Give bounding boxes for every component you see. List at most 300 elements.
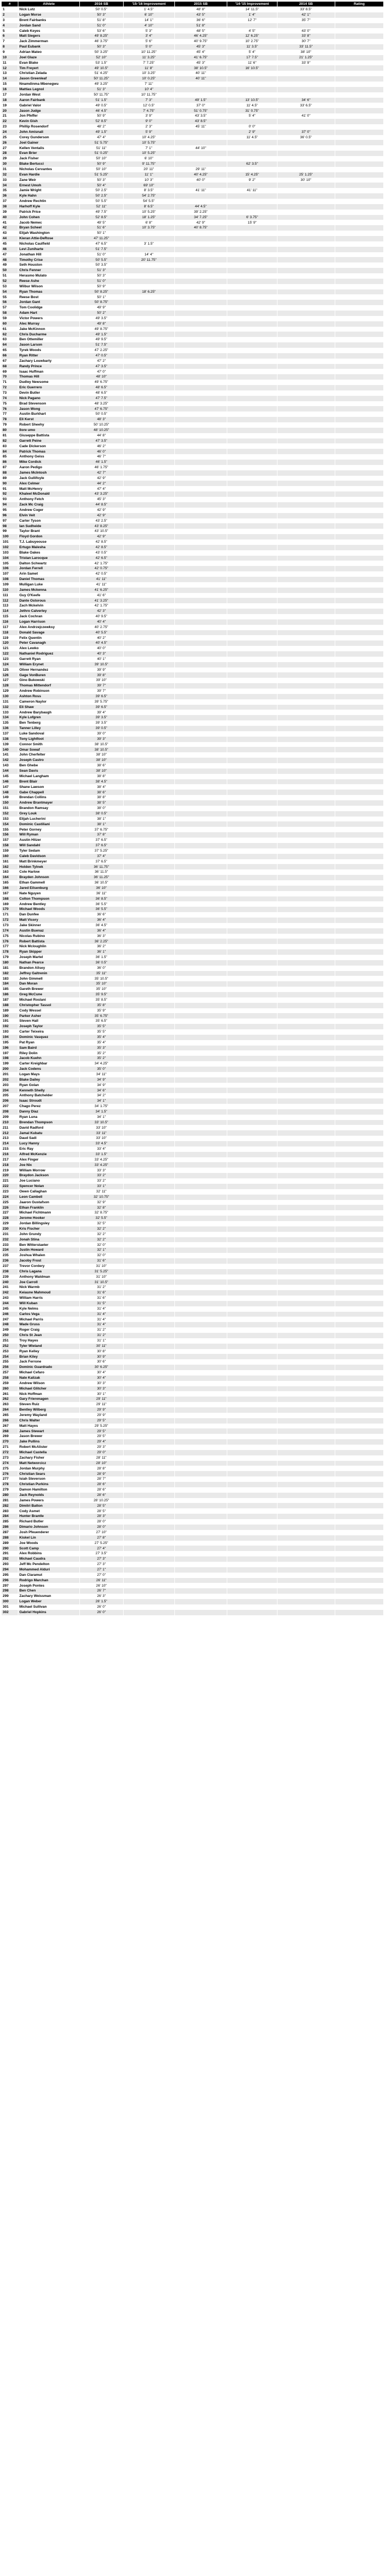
sb-2014-cell [277,481,335,486]
sb-2015-cell [174,848,227,854]
sb-2014-cell [277,561,335,566]
rating-cell [335,848,383,854]
sb-2015-cell [174,1365,227,1370]
improvement-15-16-cell [123,332,174,337]
improvement-15-16-cell [123,811,174,817]
sb-2014-cell [277,1599,335,1604]
sb-2015-cell [174,795,227,800]
improvement-14-15-cell [227,763,277,768]
improvement-15-16-cell [123,1530,174,1535]
sb-2016-cell: 50' 1" [79,294,123,300]
sb-2014-cell [277,316,335,321]
athlete-cell: Grey Louk [18,811,79,817]
improvement-14-15-cell [227,1232,277,1237]
sb-2014-cell [277,1349,335,1354]
athlete-cell: Khaleel McDonald [18,491,79,497]
sb-2016-cell: 42' 9" [79,476,123,481]
sb-2015-cell [174,981,227,987]
improvement-14-15-cell [227,923,277,928]
improvement-14-15-cell [227,374,277,380]
improvement-15-16-cell [123,1013,174,1019]
sb-2015-cell [174,1482,227,1487]
rank-cell: 91 [2,486,18,491]
sb-2016-cell: 32' 1" [79,1247,123,1253]
sb-2015-cell [174,454,227,460]
sb-2015-cell [174,1136,227,1141]
improvement-14-15-cell [227,353,277,359]
sb-2015-cell [174,1147,227,1152]
rank-cell: 68 [2,364,18,369]
improvement-15-16-cell [123,1375,174,1381]
sb-2015-cell [174,928,227,934]
sb-2016-cell: 51' 7.5" [79,247,123,252]
sb-2016-cell: 29' 3" [79,1445,123,1450]
improvement-14-15-cell [227,289,277,295]
rank-cell: 31 [2,167,18,172]
table-row [2,1445,384,1450]
rating-cell [335,635,383,640]
rating-cell [335,1476,383,1482]
sb-2016-cell: 32' 0" [79,1242,123,1247]
improvement-14-15-cell: 6' 3.75" [227,215,277,220]
sb-2016-cell: 50' 8.75" [79,300,123,305]
improvement-15-16-cell: 10' 3.25" [123,71,174,76]
athlete-cell: Riley Dolin [18,1050,79,1056]
sb-2015-cell [174,380,227,385]
athlete-cell: Christian Purkins [18,1482,79,1487]
improvement-14-15-cell [227,790,277,795]
improvement-15-16-cell [123,1541,174,1546]
sb-2014-cell [277,1610,335,1615]
sb-2015-cell [174,646,227,651]
table-row [2,236,384,241]
sb-2015-cell [174,821,227,827]
sb-2016-cell: 48' 2" [79,124,123,130]
improvement-14-15-cell [227,210,277,215]
sb-2016-cell: 47' 6.5" [79,241,123,247]
rank-cell: 140 [2,747,18,752]
rating-cell [335,1093,383,1098]
athlete-cell: Chris Ducharme [18,332,79,337]
sb-2014-cell [277,939,335,944]
sb-2014-cell [277,747,335,752]
rating-cell [335,1258,383,1264]
improvement-15-16-cell [123,1216,174,1221]
sb-2016-cell: 50' 9" [79,113,123,119]
improvement-15-16-cell [123,651,174,657]
sb-2016-cell: 35' 6.75" [79,1013,123,1019]
sb-2016-cell: 45' 3" [79,497,123,502]
sb-2015-cell [174,689,227,694]
rank-cell: 40 [2,215,18,220]
athlete-cell: Brent Fairbanks [18,18,79,23]
sb-2015-cell [174,1604,227,1610]
athlete-cell: Isiah Steverson [18,1476,79,1482]
sb-2014-cell [277,241,335,247]
sb-2016-cell: 46' 7" [79,454,123,460]
sb-2015-cell [174,1258,227,1264]
table-row [2,635,384,640]
rank-cell: 299 [2,1594,18,1599]
rank-cell: 292 [2,1556,18,1562]
athlete-cell: Michael Caudra [18,1556,79,1562]
sb-2015-cell [174,577,227,582]
improvement-15-16-cell [123,1003,174,1008]
table-row [2,763,384,768]
improvement-14-15-cell [227,689,277,694]
improvement-14-15-cell [227,651,277,657]
rating-cell [335,1610,383,1615]
rating-cell [335,241,383,247]
improvement-14-15-cell [227,241,277,247]
athlete-cell: Aaron Pedigo [18,465,79,470]
sb-2014-cell [277,689,335,694]
improvement-14-15-cell [227,896,277,902]
sb-2014-cell [277,1338,335,1344]
table-row [2,561,384,566]
rank-cell: 251 [2,1338,18,1344]
sb-2016-cell: 28' 10.25" [79,1498,123,1503]
sb-2016-cell: 30' 6.25" [79,1365,123,1370]
improvement-15-16-cell [123,737,174,742]
improvement-14-15-cell [227,1428,277,1434]
improvement-15-16-cell [123,523,174,529]
table-row [2,731,384,737]
sb-2016-cell: 40' 9.5" [79,614,123,619]
table-row [2,1279,384,1285]
athlete-cell: Zachary Louwbarty [18,359,79,364]
improvement-14-15-cell [227,82,277,87]
athlete-cell: Nate Nguyen [18,891,79,896]
rating-cell [335,651,383,657]
improvement-14-15-cell [227,1551,277,1556]
rating-cell [335,710,383,715]
table-row [2,1173,384,1178]
improvement-14-15-cell [227,257,277,262]
table-row [2,896,384,902]
rank-cell: 90 [2,481,18,486]
sb-2016-cell: 34' 1" [79,1115,123,1120]
table-row [2,944,384,949]
rank-cell: 186 [2,992,18,997]
improvement-14-15-cell [227,1279,277,1285]
sb-2014-cell: 25' 1.25" [277,172,335,178]
sb-2015-cell [174,1471,227,1476]
sb-2016-cell: 38' 6" [79,790,123,795]
rank-cell: 235 [2,1253,18,1258]
rank-cell: 79 [2,422,18,428]
rank-cell: 212 [2,1130,18,1136]
sb-2014-cell [277,348,335,353]
improvement-14-15-cell [227,625,277,630]
table-row [2,215,384,220]
rank-cell: 196 [2,1046,18,1051]
sb-2014-cell [277,454,335,460]
sb-2014-cell [277,646,335,651]
rating-cell [335,12,383,18]
athlete-cell: Dante Ostorous [18,598,79,603]
sb-2014-cell [277,529,335,534]
athlete-cell: Phillip Rosendorf [18,124,79,130]
sb-2014-cell [277,1253,335,1258]
improvement-14-15-cell [227,737,277,742]
rankings-page [1,1,384,1615]
improvement-14-15-cell [227,817,277,822]
sb-2014-cell [277,1184,335,1189]
rank-cell: 208 [2,1109,18,1115]
athlete-cell: Evan Hardie [18,172,79,178]
table-row [2,188,384,193]
improvement-15-16-cell [123,1386,174,1392]
improvement-14-15-cell [227,747,277,752]
table-row [2,720,384,726]
improvement-14-15-cell: 13' 10.5" [227,98,277,103]
rating-cell [335,273,383,279]
sb-2016-cell: 33' 4.5" [79,1141,123,1147]
sb-2015-cell [174,1333,227,1338]
sb-2014-cell [277,1476,335,1482]
improvement-14-15-cell [227,1247,277,1253]
sb-2015-cell [174,768,227,774]
rating-cell [335,454,383,460]
improvement-14-15-cell [227,561,277,566]
improvement-15-16-cell [123,439,174,444]
rating-cell [335,683,383,689]
rating-cell [335,1274,383,1280]
sb-2014-cell [277,1578,335,1583]
sb-2015-cell [174,1056,227,1061]
sb-2015-cell [174,534,227,540]
rank-cell: 57 [2,305,18,311]
sb-2016-cell: 27' 8" [79,1535,123,1541]
rank-cell: 161 [2,859,18,865]
athlete-cell: Michael Woods [18,907,79,912]
sb-2014-cell [277,811,335,817]
improvement-15-16-cell [123,534,174,540]
sb-2014-cell [277,758,335,763]
improvement-15-16-cell [123,1274,174,1280]
rating-cell [335,396,383,401]
sb-2015-cell [174,854,227,859]
improvement-14-15-cell [227,864,277,869]
sb-2015-cell [174,311,227,316]
rank-cell: 218 [2,1162,18,1168]
sb-2015-cell: 37' 0" [174,103,227,108]
table-row [2,880,384,886]
table-row [2,167,384,172]
rank-cell: 8 [2,44,18,50]
table-row [2,497,384,502]
table-row [2,1397,384,1402]
rank-cell: 164 [2,875,18,880]
sb-2016-cell: 49' 9.5" [79,337,123,342]
rank-cell: 226 [2,1205,18,1210]
sb-2014-cell [277,124,335,130]
improvement-15-16-cell [123,369,174,374]
table-row [2,523,384,529]
athlete-cell: Jethro Calverley [18,609,79,614]
rank-cell: 150 [2,800,18,806]
improvement-14-15-cell [227,119,277,124]
sb-2016-cell: 31' 5" [79,1301,123,1306]
athlete-cell: Justin Howard [18,1247,79,1253]
athlete-cell: Brendan Collins [18,795,79,800]
sb-2016-cell: 47' 0" [79,369,123,374]
sb-2015-cell [174,1578,227,1583]
improvement-15-16-cell: 7' 3" [123,98,174,103]
athlete-cell: Jack Ferrone [18,1359,79,1365]
improvement-14-15-cell [227,465,277,470]
athlete-cell: Nick Mcloughlin [18,944,79,949]
sb-2016-cell: 42' 0.75" [79,566,123,571]
table-row [2,821,384,827]
table-row [2,1109,384,1115]
rating-cell [335,1519,383,1525]
improvement-14-15-cell [227,268,277,273]
sb-2015-cell [174,353,227,359]
athlete-cell: Colton Thompson [18,896,79,902]
improvement-14-15-cell [227,720,277,726]
athlete-cell: Robert Sheehy [18,422,79,428]
sb-2014-cell [277,886,335,891]
sb-2014-cell [277,1040,335,1046]
table-row [2,1130,384,1136]
sb-2016-cell: 38' 0.5" [79,811,123,817]
athlete-cell: Matt Hayes [18,1424,79,1429]
improvement-15-16-cell: 3' 9" [123,113,174,119]
improvement-14-15-cell [227,854,277,859]
sb-2014-cell [277,1604,335,1610]
athlete-cell: Jonathan Hill [18,252,79,258]
sb-2014-cell [277,1498,335,1503]
improvement-14-15-cell [227,1370,277,1375]
sb-2016-cell: 35' 2" [79,1050,123,1056]
athlete-cell: Cody Wessel [18,1008,79,1014]
sb-2015-cell: 39' 2.25" [174,210,227,215]
table-row [2,1530,384,1535]
rating-cell [335,183,383,188]
table-row [2,1327,384,1333]
athlete-cell: Mattias Legnol [18,87,79,92]
table-row [2,800,384,806]
improvement-14-15-cell [227,262,277,268]
athlete-cell: Mike Cordick [18,460,79,465]
athlete-cell: Michael Langham [18,774,79,779]
improvement-14-15-cell [227,443,277,449]
improvement-15-16-cell [123,1413,174,1418]
sb-2015-cell [174,1237,227,1243]
improvement-15-16-cell [123,486,174,491]
sb-2015-cell [174,726,227,731]
athlete-cell: Joseph Castro [18,758,79,763]
sb-2016-cell: 36' 11" [79,891,123,896]
sb-2015-cell [174,737,227,742]
improvement-15-16-cell: 11' 8" [123,65,174,71]
header-athlete: Athlete [18,2,79,7]
improvement-14-15-cell [227,311,277,316]
improvement-14-15-cell [227,550,277,556]
sb-2014-cell [277,1003,335,1008]
improvement-14-15-cell [227,225,277,231]
sb-2014-cell [277,428,335,433]
improvement-14-15-cell [227,1210,277,1216]
improvement-14-15-cell [227,92,277,98]
rating-cell [335,699,383,705]
sb-2016-cell: 53' 1.5" [79,60,123,66]
sb-2016-cell: 43' 3.25" [79,491,123,497]
table-row [2,390,384,396]
improvement-14-15-cell [227,752,277,758]
rank-cell: 210 [2,1120,18,1125]
rank-cell: 37 [2,199,18,204]
rank-cell: 101 [2,540,18,545]
athlete-cell: Giuseppe Battista [18,433,79,439]
improvement-15-16-cell [123,1455,174,1461]
rank-cell: 155 [2,827,18,832]
rating-cell [335,1370,383,1375]
sb-2016-cell: 40' 4" [79,619,123,625]
sb-2016-cell: 31' 2" [79,1285,123,1290]
rating-cell [335,1402,383,1407]
sb-2014-cell [277,800,335,806]
table-row [2,443,384,449]
rank-cell: 170 [2,907,18,912]
table-row [2,593,384,598]
sb-2016-cell: 39' 3" [79,737,123,742]
rating-cell [335,550,383,556]
table-row [2,1285,384,1290]
rating-cell [335,1508,383,1514]
rating-cell [335,1567,383,1573]
sb-2015-cell [174,1354,227,1359]
rank-cell: 66 [2,353,18,359]
sb-2014-cell [277,262,335,268]
sb-2014-cell [277,848,335,854]
sb-2015-cell [174,1232,227,1237]
improvement-15-16-cell [123,1109,174,1115]
improvement-15-16-cell [123,843,174,848]
athlete-cell: Matt Networcicz [18,1461,79,1466]
sb-2015-cell [174,1386,227,1392]
improvement-14-15-cell [227,960,277,966]
improvement-15-16-cell [123,1424,174,1429]
improvement-15-16-cell: 12' 0.5" [123,103,174,108]
athlete-cell: Jordan Billingsley [18,1221,79,1226]
athlete-cell: Michael Cefaro [18,1370,79,1375]
rank-cell: 106 [2,566,18,571]
improvement-14-15-cell: 11' 4.5" [227,135,277,140]
athlete-cell: Jonah Stina [18,1237,79,1243]
sb-2016-cell: 27' 10" [79,1530,123,1535]
sb-2015-cell: 43' 8.5" [174,119,227,124]
sb-2016-cell: 27' 5.25" [79,1541,123,1546]
sb-2015-cell: 40' 0" [174,178,227,183]
rating-cell [335,465,383,470]
improvement-14-15-cell [227,710,277,715]
athlete-cell: Jake Pullins [18,1439,79,1445]
rank-cell: 81 [2,433,18,439]
athlete-cell: Nicolas Rubino [18,934,79,939]
athlete-cell: Kyle Hahn [18,193,79,199]
sb-2016-cell: 35' 4" [79,1040,123,1046]
improvement-15-16-cell [123,1008,174,1014]
sb-2015-cell [174,678,227,683]
rank-cell: 44 [2,236,18,241]
sb-2016-cell: 43' 0.5" [79,550,123,556]
rank-cell: 270 [2,1439,18,1445]
improvement-15-16-cell: 6' 10" [123,12,174,18]
sb-2014-cell [277,257,335,262]
